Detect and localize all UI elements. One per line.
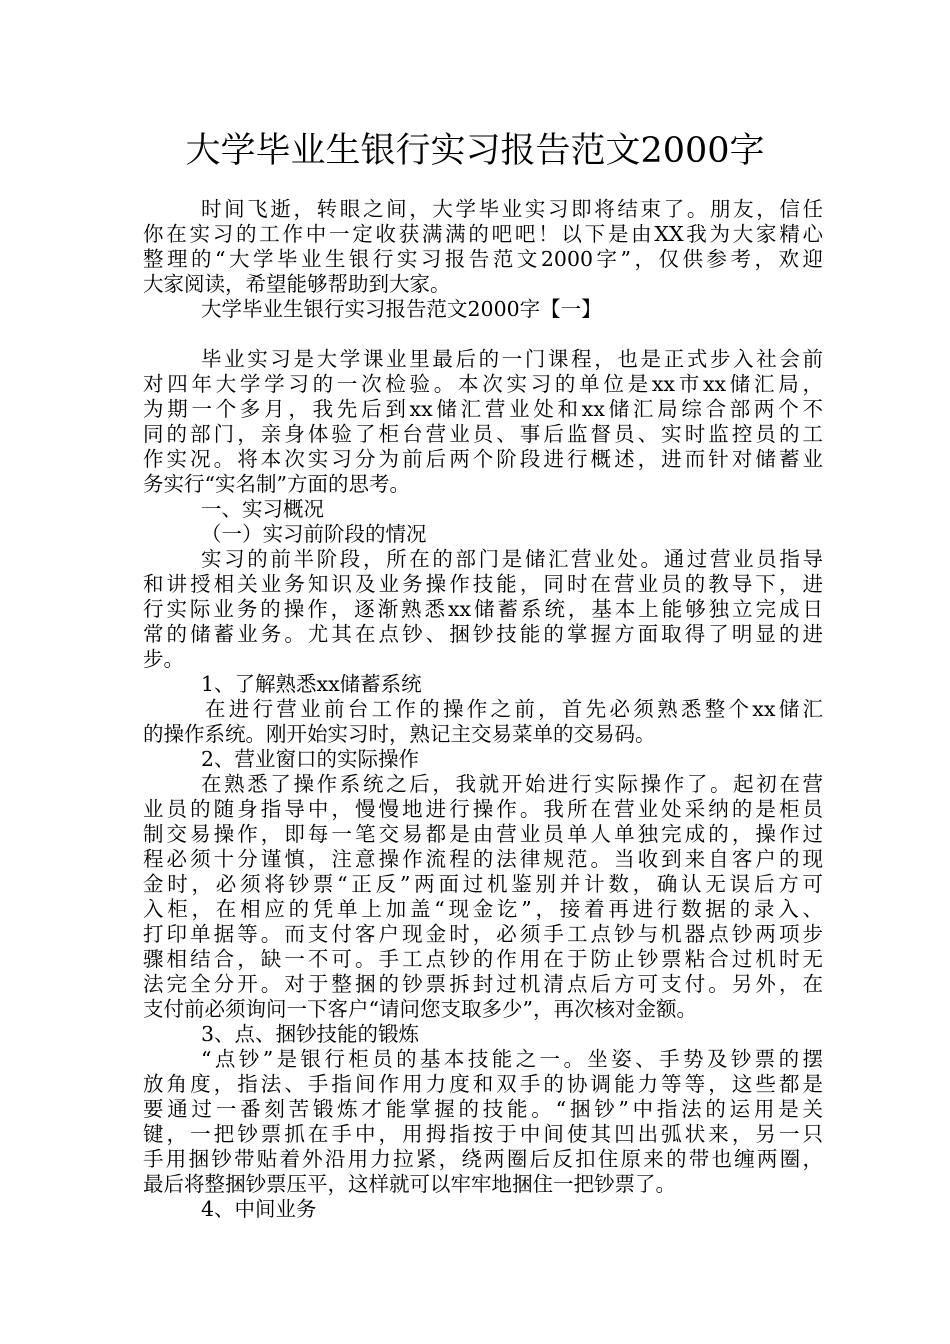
paragraph-line: 对四年大学学习的一次检验。本次实习的单位是xx市xx储汇局，: [143, 372, 823, 396]
paragraph-line: 最后将整捆钞票压平，这样就可以牢牢地捆住一把钞票了。: [143, 1172, 676, 1196]
item-heading: 3、点、捆钞技能的锻炼: [201, 1022, 420, 1046]
paragraph-line: 业员的随身指导中，慢慢地进行操作。我所在营业处采纳的是柜员: [143, 797, 823, 821]
paragraph-line: 为期一个多月，我先后到xx储汇营业处和xx储汇局综合部两个不: [143, 397, 823, 421]
paragraph-line: 常的储蓄业务。尤其在点钞、捆钞技能的掌握方面取得了明显的进: [143, 622, 823, 646]
paragraph-line: 大家阅读，希望能够帮助到大家。: [143, 272, 451, 296]
paragraph-line: 你在实习的工作中一定收获满满的吧吧！以下是由XX我为大家精心: [143, 222, 823, 246]
document-title: 大学毕业生银行实习报告范文2000字: [185, 131, 765, 171]
document-body: [143, 197, 823, 1222]
paragraph-line: 整理的“大学毕业生银行实习报告范文2000字”，仅供参考，欢迎: [143, 247, 823, 271]
section-heading: 一、实习概况: [201, 497, 324, 521]
paragraph-line: 的操作系统。刚开始实习时，熟记主交易菜单的交易码。: [143, 722, 656, 746]
paragraph-line: 制交易操作，即每一笔交易都是由营业员单人单独完成的，操作过: [143, 822, 823, 846]
paragraph-line: 实习的前半阶段，所在的部门是储汇营业处。通过营业员指导: [201, 547, 823, 571]
paragraph-line: 键，一把钞票抓在手中，用拇指按于中间使其凹出弧状来，另一只: [143, 1122, 823, 1146]
paragraph-line: 手用捆钞带贴着外沿用力拉紧，绕两圈后反扣住原来的带也缠两圈，: [143, 1147, 823, 1171]
paragraph-line: 在进行营业前台工作的操作之前，首先必须熟悉整个xx储汇: [205, 697, 823, 721]
paragraph-line: 行实际业务的操作，逐渐熟悉xx储蓄系统，基本上能够独立完成日: [143, 597, 823, 621]
paragraph-line: 放角度，指法、手指间作用力度和双手的协调能力等等，这些都是: [143, 1072, 823, 1096]
paragraph-line: “点钞”是银行柜员的基本技能之一。坐姿、手势及钞票的摆: [201, 1047, 823, 1071]
paragraph-line: 程必须十分谨慎，注意操作流程的法律规范。当收到来自客户的现: [143, 847, 823, 871]
paragraph-line: 毕业实习是大学课业里最后的一门课程，也是正式步入社会前: [201, 347, 823, 371]
blank-line: [143, 322, 823, 347]
paragraph-line: 要通过一番刻苦锻炼才能掌握的技能。“捆钞”中指法的运用是关: [143, 1097, 823, 1121]
item-heading: 2、营业窗口的实际操作: [201, 747, 420, 771]
paragraph-line: 法完全分开。对于整捆的钞票拆封过机清点后方可支付。另外，在: [143, 972, 823, 996]
paragraph-line: 打印单据等。而支付客户现金时，必须手工点钞与机器点钞两项步: [143, 922, 823, 946]
paragraph-line: 支付前必须询问一下客户“请问您支取多少”，再次核对金额。: [143, 997, 697, 1021]
paragraph-line: 在熟悉了操作系统之后，我就开始进行实际操作了。起初在营: [201, 772, 823, 796]
section-heading: 大学毕业生银行实习报告范文2000字【一】: [201, 297, 602, 321]
paragraph-line: 同的部门，亲身体验了柜台营业员、事后监督员、实时监控员的工: [143, 422, 823, 446]
paragraph-line: 务实行“实名制”方面的思考。: [143, 472, 410, 496]
paragraph-line: 步。: [143, 647, 184, 671]
paragraph-line: 骤相结合，缺一不可。手工点钞的作用在于防止钞票粘合过机时无: [143, 947, 823, 971]
paragraph-line: 金时，必须将钞票“正反”两面过机鉴别并计数，确认无误后方可: [143, 872, 823, 896]
subsection-heading: （一）实习前阶段的情况: [201, 522, 427, 546]
paragraph-line: 时间飞逝，转眼之间，大学毕业实习即将结束了。朋友，信任: [201, 197, 823, 221]
item-heading: 4、中间业务: [201, 1197, 317, 1221]
paragraph-line: 作实况。将本次实习分为前后两个阶段进行概述，进而针对储蓄业: [143, 447, 823, 471]
paragraph-line: 和讲授相关业务知识及业务操作技能，同时在营业员的教导下，进: [143, 572, 823, 596]
paragraph-line: 入柜，在相应的凭单上加盖“现金讫”，接着再进行数据的录入、: [143, 897, 823, 921]
item-heading: 1、了解熟悉xx储蓄系统: [201, 672, 422, 696]
